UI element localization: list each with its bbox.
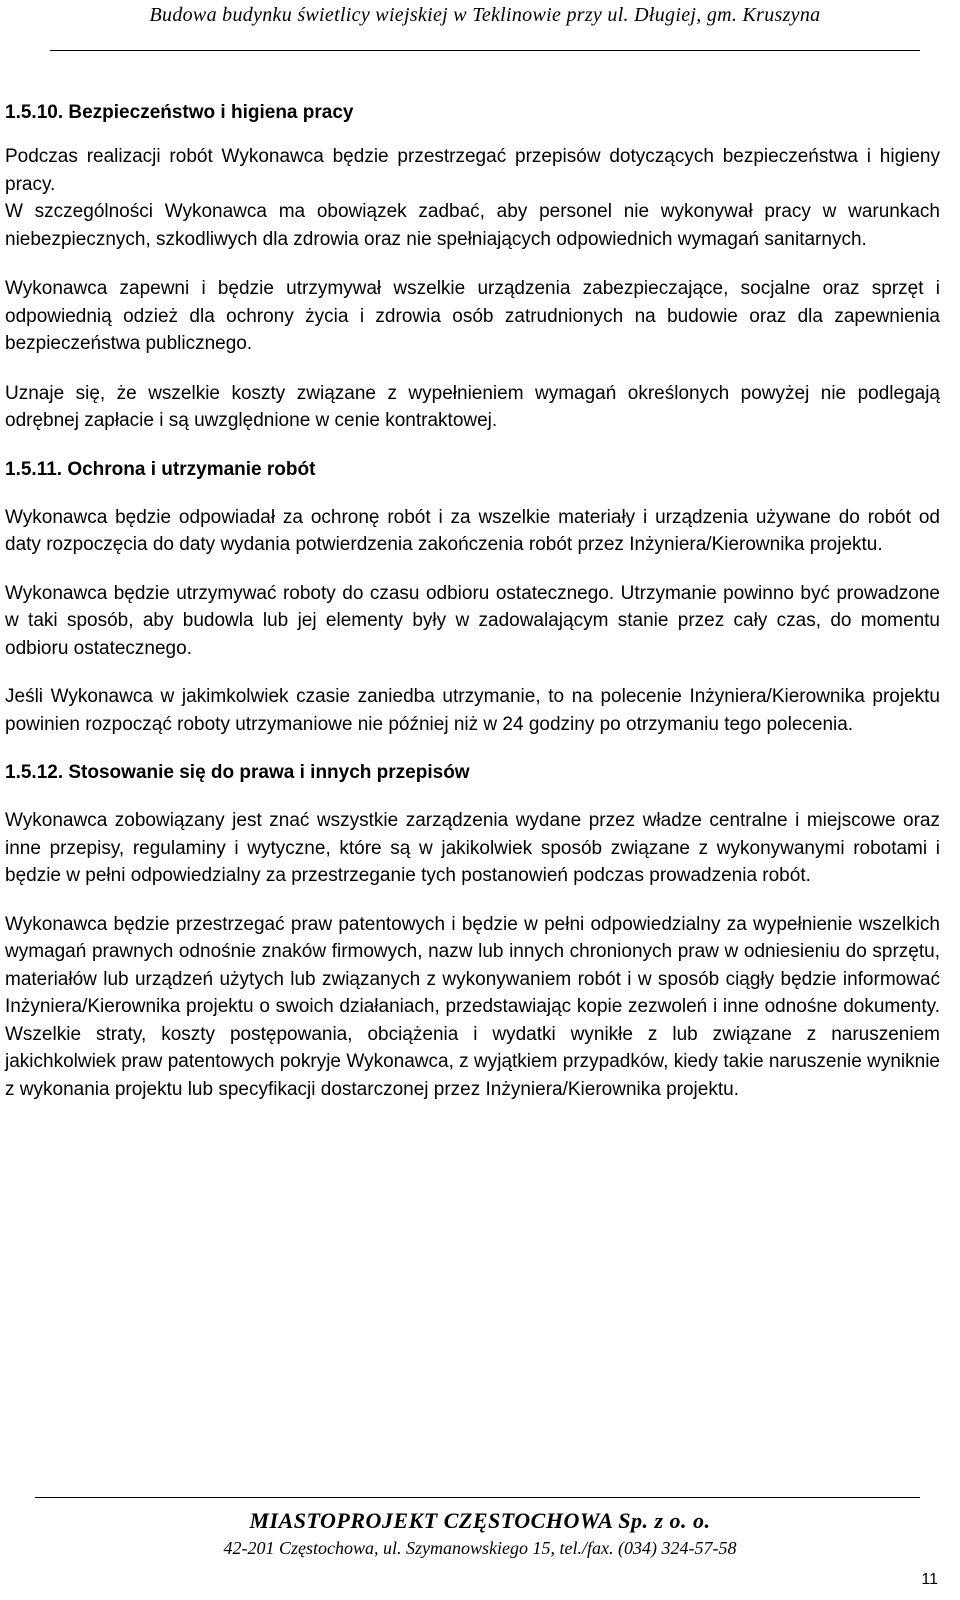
- header-divider: [50, 50, 920, 51]
- page-header: Budowa budynku świetlicy wiejskiej w Teklinowie przy ul. Długiej, gm. Kruszyna: [149, 4, 821, 26]
- section-title-1-5-11: 1.5.11. Ochrona i utrzymanie robót: [5, 458, 316, 480]
- paragraph: Wykonawca będzie przestrzegać praw patentowych i będzie w pełni odpowiedzialny za wypełnienie wszelkich wymagań prawnych odnośnie znaków firmowych, nazw lub innych chronionych praw w odniesieniu do sprzętu, materiałów lub urządzeń użytych lub związanych z wykonywaniem robót i w sposób ciągły będzie informować Inżyniera/Kierownika projektu o swoich działaniach, przedstawiając kopie zezwoleń i inne odnośne dokumenty. Wszelkie straty, koszty postępowania, obciążenia i wydatki wynikłe z lub związane z naruszeniem jakichkolwiek praw patentowych pokryje Wykonawca, z wyjątkiem przypadków, kiedy takie naruszenie wyniknie z wykonania projektu lub specyfikacji dostarczonej przez Inżyniera/Kierownika projektu.: [5, 913, 940, 1100]
- section-title-1-5-12: 1.5.12. Stosowanie się do prawa i innych przepisów: [5, 762, 470, 783]
- section-title-1-5-10: 1.5.10. Bezpieczeństwo i higiena pracy: [5, 102, 354, 123]
- document-body: [5, 100, 940, 1103]
- paragraph: Podczas realizacji robót Wykonawca będzie przestrzegać przepisów dotyczących bezpieczeństwa i higieny pracy.: [5, 146, 940, 195]
- footer-divider: [35, 1497, 920, 1498]
- paragraph: W szczególności Wykonawca ma obowiązek zadbać, aby personel nie wykonywał pracy w warunkach niebezpiecznych, szkodliwych dla zdrowia oraz nie spełniających odpowiednich wymagań sanitarnych.: [5, 201, 940, 250]
- paragraph: Uznaje się, że wszelkie koszty związane z wypełnieniem wymagań określonych powyżej nie podlegają odrębnej zapłacie i są uwzględnione w cenie kontraktowej.: [5, 382, 940, 431]
- paragraph: Wykonawca zobowiązany jest znać wszystkie zarządzenia wydane przez władze centralne i miejscowe oraz inne przepisy, regulaminy i wytyczne, które są w jakikolwiek sposób związane z wykonywanymi robotami i będzie w pełni odpowiedzialny za przestrzeganie tych postanowień podczas prowadzenia robót.: [5, 810, 940, 886]
- page-number: 11: [921, 1571, 938, 1588]
- paragraph: Wykonawca będzie odpowiadał za ochronę robót i za wszelkie materiały i urządzenia używane do robót od daty rozpoczęcia do daty wydania potwierdzenia zakończenia robót przez Inżyniera/Kierownika projektu.: [5, 506, 940, 555]
- paragraph: Wykonawca będzie utrzymywać roboty do czasu odbioru ostatecznego. Utrzymanie powinno być prowadzone w taki sposób, aby budowla lub jej elementy były w zadowalającym stanie przez cały czas, do momentu odbioru ostatecznego.: [5, 582, 940, 659]
- footer-company-name: MIASTOPROJEKT CZĘSTOCHOWA Sp. z o. o.: [249, 1508, 711, 1533]
- footer-address: 42-201 Częstochowa, ul. Szymanowskiego 15, tel./fax. (034) 324-57-58: [223, 1538, 737, 1558]
- paragraph: Wykonawca zapewni i będzie utrzymywał wszelkie urządzenia zabezpieczające, socjalne oraz sprzęt i odpowiednią odzież dla ochrony życia i zdrowia osób zatrudnionych na budowie oraz dla zapewnienia bezpieczeństwa publicznego.: [5, 278, 940, 354]
- paragraph: Jeśli Wykonawca w jakimkolwiek czasie zaniedba utrzymanie, to na polecenie Inżyniera/Kierownika projektu powinien rozpocząć roboty utrzymaniowe nie później niż w 24 godziny po otrzymaniu tego polecenia.: [5, 686, 940, 735]
